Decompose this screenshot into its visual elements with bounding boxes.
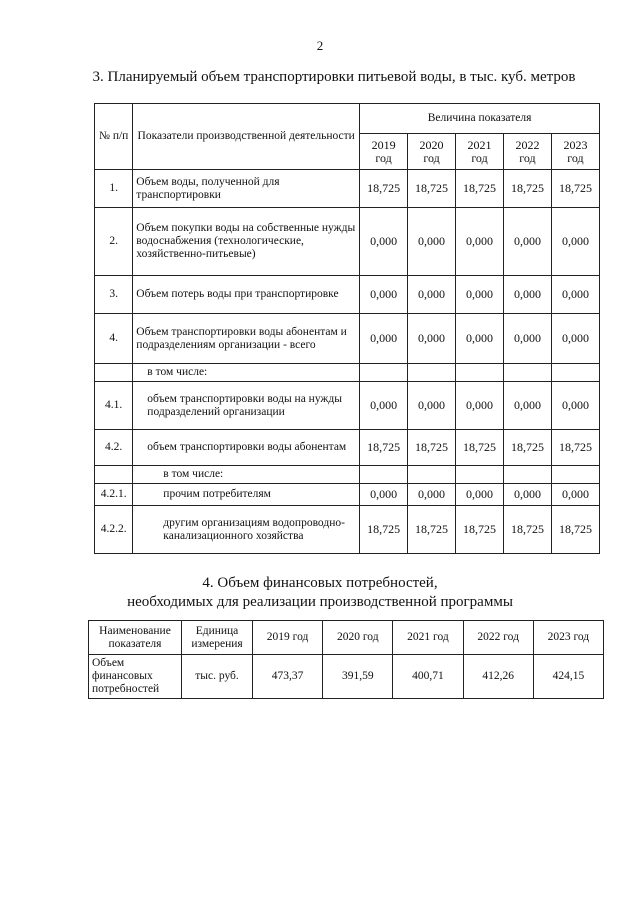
header-year: 2020 год [323, 621, 393, 655]
row-value: 0,000 [551, 314, 599, 364]
table-header-row [95, 104, 600, 134]
row-value: 0,000 [551, 484, 599, 506]
table-row [95, 170, 600, 208]
row-number: 4. [95, 314, 133, 364]
row-value [504, 466, 552, 484]
row-value: 0,000 [360, 484, 408, 506]
row-value: 0,000 [360, 208, 408, 276]
row-value: 0,000 [504, 208, 552, 276]
table-row [95, 506, 600, 554]
row-value: 0,000 [504, 314, 552, 364]
table-row [95, 208, 600, 276]
header-year: 2020 год [408, 134, 456, 170]
row-value: 400,71 [393, 655, 463, 699]
row-number: 3. [95, 276, 133, 314]
row-number: 4.2.2. [95, 506, 133, 554]
row-unit: тыс. руб. [182, 655, 253, 699]
row-value: 0,000 [504, 484, 552, 506]
table-row [95, 276, 600, 314]
section-4-title-line-1: 4. Объем финансовых потребностей, [202, 575, 438, 591]
row-value: 18,725 [408, 170, 456, 208]
header-number: № п/п [95, 104, 133, 170]
row-value: 0,000 [456, 382, 504, 430]
row-value: 0,000 [551, 276, 599, 314]
header-year: 2019 год [253, 621, 323, 655]
row-value: 0,000 [360, 382, 408, 430]
row-value [360, 364, 408, 382]
header-year: 2019 год [360, 134, 408, 170]
header-year: 2023 год [533, 621, 603, 655]
row-value [456, 466, 504, 484]
header-year: 2022 год [504, 134, 552, 170]
row-value: 0,000 [456, 208, 504, 276]
row-name: объем транспортировки воды на нужды подразделений организации [133, 382, 360, 430]
row-value [456, 364, 504, 382]
row-number: 2. [95, 208, 133, 276]
row-value: 412,26 [463, 655, 533, 699]
row-value: 0,000 [408, 484, 456, 506]
row-value: 0,000 [408, 208, 456, 276]
row-name: другим организациям водопроводно-канализационного хозяйства [133, 506, 360, 554]
row-value [551, 364, 599, 382]
row-value: 18,725 [408, 430, 456, 466]
row-value: 0,000 [408, 382, 456, 430]
row-value [408, 364, 456, 382]
header-indicator: Показатели производственной деятельности [133, 104, 360, 170]
row-value: 18,725 [456, 170, 504, 208]
row-value: 18,725 [551, 170, 599, 208]
row-value: 18,725 [504, 506, 552, 554]
section-4-title [0, 574, 640, 612]
row-value: 18,725 [551, 430, 599, 466]
row-value: 18,725 [504, 170, 552, 208]
row-name: Объем потерь воды при транспортировке [133, 276, 360, 314]
page-number: 2 [316, 38, 324, 53]
header-year: 2021 год [393, 621, 463, 655]
row-number [95, 466, 133, 484]
header-unit: Единица измерения [182, 621, 253, 655]
row-value: 18,725 [360, 506, 408, 554]
row-value: 0,000 [551, 382, 599, 430]
header-name: Наименование показателя [89, 621, 182, 655]
table-row [89, 655, 604, 699]
row-value: 391,59 [323, 655, 393, 699]
row-value: 0,000 [360, 314, 408, 364]
table-row [95, 430, 600, 466]
row-value: 18,725 [408, 506, 456, 554]
row-value: 0,000 [360, 276, 408, 314]
table-row [95, 364, 600, 382]
row-name: Объем транспортировки воды абонентам и подразделениям организации - всего [133, 314, 360, 364]
header-value: Величина показателя [360, 104, 600, 134]
row-value [504, 364, 552, 382]
row-number [95, 364, 133, 382]
table-row [95, 382, 600, 430]
row-value: 18,725 [360, 430, 408, 466]
table-header-row [89, 621, 604, 655]
row-value: 0,000 [504, 382, 552, 430]
table-row [95, 484, 600, 506]
row-name: в том числе: [133, 466, 360, 484]
transport-volume-table [94, 103, 600, 554]
row-number: 1. [95, 170, 133, 208]
table-row [95, 466, 600, 484]
row-value [551, 466, 599, 484]
row-value: 473,37 [253, 655, 323, 699]
row-value: 0,000 [456, 276, 504, 314]
row-value: 0,000 [456, 484, 504, 506]
row-value: 424,15 [533, 655, 603, 699]
row-value: 0,000 [456, 314, 504, 364]
row-number: 4.1. [95, 382, 133, 430]
row-name: Объем покупки воды на собственные нужды водоснабжения (технологические, хозяйственно-питьевые) [133, 208, 360, 276]
table-row [95, 314, 600, 364]
header-year: 2023 год [551, 134, 599, 170]
row-value: 0,000 [551, 208, 599, 276]
row-name: в том числе: [133, 364, 360, 382]
row-number: 4.2. [95, 430, 133, 466]
section-4-title-line-2: необходимых для реализации производственной программы [127, 594, 513, 610]
row-name: Объем воды, полученной для транспортировки [133, 170, 360, 208]
section-3-title: 3. Планируемый объем транспортировки питьевой воды, в тыс. куб. метров [92, 69, 576, 85]
header-year: 2021 год [456, 134, 504, 170]
header-year: 2022 год [463, 621, 533, 655]
row-name: объем транспортировки воды абонентам [133, 430, 360, 466]
row-value: 18,725 [360, 170, 408, 208]
row-value: 18,725 [456, 430, 504, 466]
row-value: 0,000 [504, 276, 552, 314]
financial-needs-table [88, 620, 604, 699]
row-value [408, 466, 456, 484]
row-value [360, 466, 408, 484]
row-value: 0,000 [408, 314, 456, 364]
row-value: 18,725 [456, 506, 504, 554]
row-value: 18,725 [504, 430, 552, 466]
row-value: 0,000 [408, 276, 456, 314]
row-name: прочим потребителям [133, 484, 360, 506]
row-value: 18,725 [551, 506, 599, 554]
row-name: Объем финансовых потребностей [89, 655, 182, 699]
row-number: 4.2.1. [95, 484, 133, 506]
